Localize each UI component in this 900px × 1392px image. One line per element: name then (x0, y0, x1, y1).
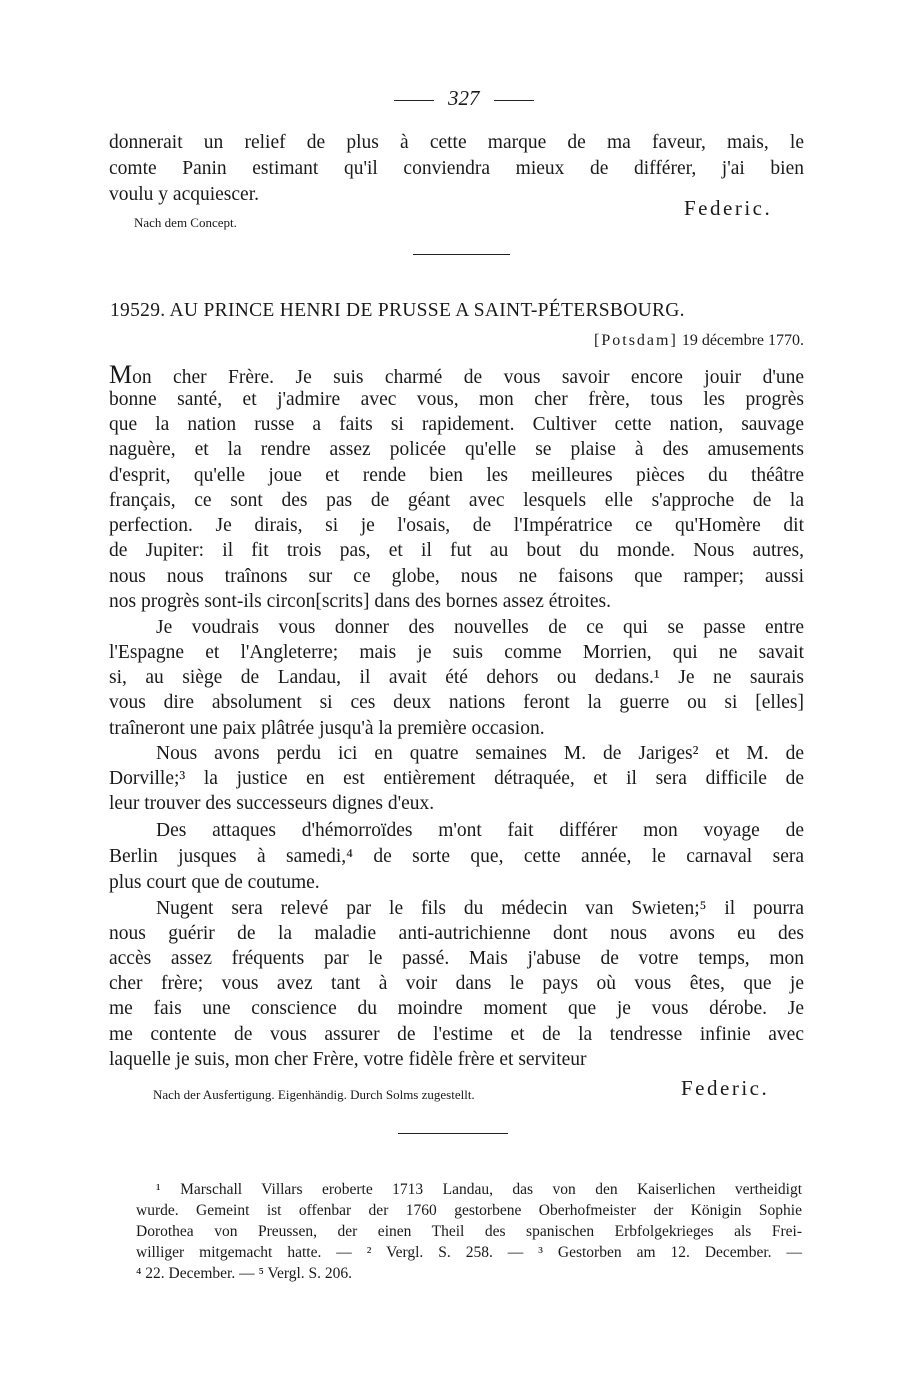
letter-line-4: naguère, et la rendre assez policée qu'elle se plaise à des amusements (109, 439, 804, 460)
letter-line-21: plus court que de coutume. (109, 872, 320, 893)
footnote-line-3: Dorothea von Preussen, der einen Theil des spanischen Erbfolgekrieges als Frei- (136, 1223, 802, 1240)
page-number-dash-left (394, 100, 434, 101)
letter-line-10: nos progrès sont-ils circon[scrits] dans des bornes assez étroites. (109, 591, 612, 612)
letter-dateline (594, 332, 804, 350)
letter-line-23: nous guérir de la maladie anti-autrichienne dont nous avons eu des (109, 923, 804, 944)
letter-line-11: Je voudrais vous donner des nouvelles de ce qui se passe entre (156, 617, 804, 638)
letter-line-18: leur trouver des successeurs dignes d'eux. (109, 793, 435, 814)
letter-line-26: me fais une conscience du moindre moment que je vous dérobe. Je (109, 998, 804, 1019)
letter-line-25: cher frère; vous avez tant à voir dans le pays où vous êtes, que je (109, 973, 804, 994)
letter-line-2: bonne santé, et j'admire avec vous, mon cher frère, tous les progrès (109, 389, 804, 410)
letter-line-1-text: on cher Frère. Je suis charmé de vous savoir encore jouir d'une (132, 367, 804, 388)
previous-letter-signature: Federic. (684, 196, 773, 220)
previous-letter-line-1: donnerait un relief de plus à cette marque de ma faveur, mais, le (109, 132, 804, 153)
letter-line-22: Nugent sera relevé par le fils du médecin van Swieten;⁵ il pourra (156, 898, 804, 919)
letter-heading (110, 300, 805, 322)
section-divider-top (413, 254, 510, 255)
letter-initial: M (109, 360, 133, 389)
footnote-line-2: wurde. Gemeint ist offenbar der 1760 gestorbene Oberhofmeister der Königin Sophie (136, 1202, 802, 1219)
letter-line-8: de Jupiter: il fit trois pas, et il fut au bout du monde. Nous autres, (109, 540, 804, 561)
section-divider-bottom (398, 1133, 508, 1134)
footnote-line-4: williger mitgemacht hatte. — ² Vergl. S. 258. — ³ Gestorben am 12. December. — (136, 1244, 802, 1261)
letter-signature: Federic. (681, 1076, 770, 1100)
letter-line-17: Dorville;³ la justice en est entièrement détraquée, et il sera difficile de (109, 768, 804, 789)
page-number (380, 86, 530, 111)
letter-line-7: perfection. Je dirais, si je l'osais, de l'Impératrice ce qu'Homère dit (109, 515, 804, 536)
letter-line-13: si, au siège de Landau, il avait été dehors ou dedans.¹ Je ne saurais (109, 667, 804, 688)
letter-line-9: nous nous traînons sur ce globe, nous ne faisons que ramper; aussi (109, 566, 804, 587)
page-number-text: 327 (448, 86, 480, 110)
letter-line-5: d'esprit, qu'elle joue et rende bien les meilleures pièces du théâtre (109, 465, 804, 486)
previous-letter-line-3: voulu y acquiescer. (109, 184, 259, 205)
letter-number: 19529. (110, 300, 166, 321)
letter-line-27: me contente de vous assurer de l'estime et de la tendresse infinie avec (109, 1024, 804, 1045)
letter-line-15: traîneront une paix plâtrée jusqu'à la première occasion. (109, 718, 545, 739)
letter-line-16: Nous avons perdu ici en quatre semaines M. de Jariges² et M. de (156, 743, 804, 764)
letter-source-note: Nach der Ausfertigung. Eigenhändig. Durch Solms zugestellt. (153, 1087, 475, 1102)
letter-line-6: français, ce sont des pas de géant avec lesquels elle s'approche de la (109, 490, 804, 511)
letter-line-12: l'Espagne et l'Angleterre; mais je suis comme Morrien, qui ne savait (109, 642, 804, 663)
previous-letter-line-2: comte Panin estimant qu'il conviendra mieux de différer, j'ai bien (109, 158, 804, 179)
footnote-line-1: ¹ Marschall Villars eroberte 1713 Landau, das von den Kaiserlichen vertheidigt (156, 1181, 802, 1198)
letter-line-3: que la nation russe a faits si rapidement. Cultiver cette nation, sauvage (109, 414, 804, 435)
letter-title: AU PRINCE HENRI DE PRUSSE A SAINT-PÉTERSBOURG. (169, 300, 685, 321)
page-number-dash-right (494, 100, 534, 101)
letter-line-19: Des attaques d'hémorroïdes m'ont fait différer mon voyage de (156, 820, 804, 841)
letter-line-28: laquelle je suis, mon cher Frère, votre fidèle frère et serviteur (109, 1049, 587, 1070)
letter-line-20: Berlin jusques à samedi,⁴ de sorte que, cette année, le carnaval sera (109, 846, 804, 867)
letter-date: 19 décembre 1770. (681, 332, 804, 349)
previous-letter-source-note: Nach dem Concept. (134, 215, 237, 230)
footnote-line-5: ⁴ 22. December. — ⁵ Vergl. S. 206. (136, 1265, 353, 1282)
letter-line-14: vous dire absolument si ces deux nations feront la guerre ou si [elles] (109, 692, 804, 713)
letter-date-place: [Potsdam] (594, 332, 678, 349)
letter-line-24: accès assez fréquents par le passé. Mais j'abuse de votre temps, mon (109, 948, 804, 969)
